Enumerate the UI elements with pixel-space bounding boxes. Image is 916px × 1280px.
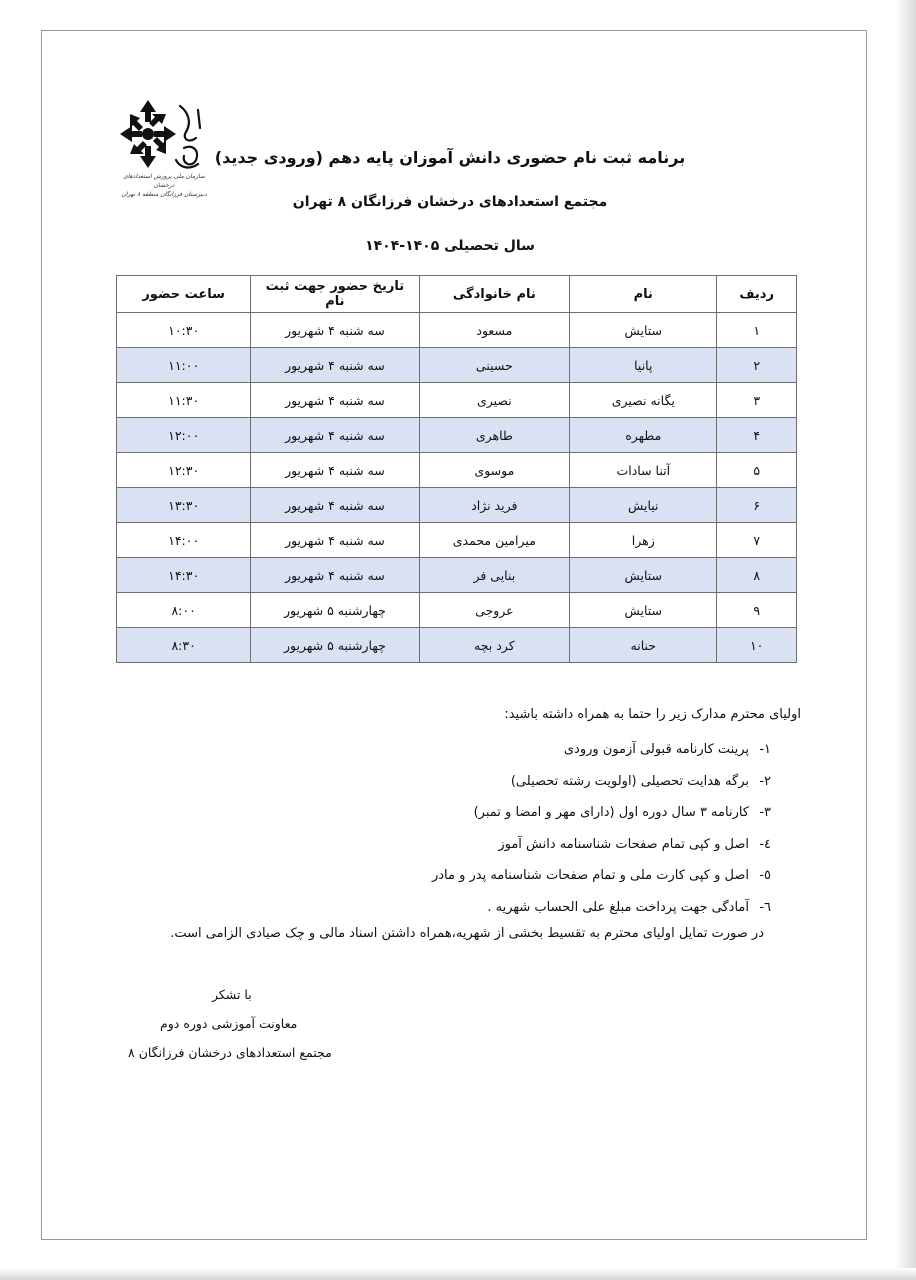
cell-date: سه شنبه ۴ شهریور (251, 488, 419, 523)
registration-table (116, 275, 797, 663)
cell-row-number: ۵ (717, 453, 797, 488)
cell-first-name: حنانه (570, 628, 717, 663)
cell-time: ۱۱:۳۰ (117, 383, 251, 418)
table-row (117, 418, 797, 453)
cell-time: ۱۴:۰۰ (117, 523, 251, 558)
requirements-intro: اولیای محترم مدارک زیر را حتما به همراه داشته باشید: (504, 707, 801, 722)
cell-last-name: حسینی (419, 348, 570, 383)
cell-last-name: کرد بچه (419, 628, 570, 663)
table-row (117, 383, 797, 418)
list-item-text: اصل و کپی کارت ملی و تمام صفحات شناسنامه پدر و مادر (431, 868, 749, 883)
list-item (151, 774, 771, 806)
table-row (117, 313, 797, 348)
cell-date: سه شنبه ۴ شهریور (251, 558, 419, 593)
cell-date: چهارشنبه ۵ شهریور (251, 593, 419, 628)
column-header: ساعت حضور (117, 276, 251, 313)
list-item-number: ۱- (759, 742, 771, 757)
table-row (117, 628, 797, 663)
cell-row-number: ۷ (717, 523, 797, 558)
list-item (151, 868, 771, 900)
cell-first-name: زهرا (570, 523, 717, 558)
column-header: نام (570, 276, 717, 313)
cell-row-number: ۸ (717, 558, 797, 593)
cell-row-number: ۳ (717, 383, 797, 418)
cell-first-name: آتنا سادات (570, 453, 717, 488)
cell-date: چهارشنبه ۵ شهریور (251, 628, 419, 663)
list-item-text: آمادگی جهت پرداخت مبلغ علی الحساب شهریه . (487, 899, 749, 915)
requirements-list (151, 742, 771, 931)
cell-last-name: میرامین محمدی (419, 523, 570, 558)
signature-title: معاونت آموزشی دوره دوم (160, 1016, 298, 1031)
cell-time: ۸:۳۰ (117, 628, 251, 663)
cell-date: سه شنبه ۴ شهریور (251, 523, 419, 558)
cell-date: سه شنبه ۴ شهریور (251, 418, 419, 453)
list-item-number: ٤- (759, 836, 771, 852)
signature-organization: مجتمع استعدادهای درخشان فرزانگان ۸ (128, 1045, 332, 1060)
school-name: مجتمع استعدادهای درخشان فرزانگان ۸ تهران (292, 194, 608, 210)
cell-row-number: ۶ (717, 488, 797, 523)
cell-row-number: ۱ (717, 313, 797, 348)
cell-date: سه شنبه ۴ شهریور (251, 383, 419, 418)
cell-last-name: مسعود (419, 313, 570, 348)
cell-date: سه شنبه ۴ شهریور (251, 348, 419, 383)
column-header: نام خانوادگی (419, 276, 570, 313)
cell-time: ۱۰:۳۰ (117, 313, 251, 348)
list-item-number: ٥- (759, 868, 771, 883)
cell-first-name: ستایش (570, 593, 717, 628)
cell-row-number: ۹ (717, 593, 797, 628)
list-item-text: اصل و کپی تمام صفحات شناسنامه دانش آموز (498, 836, 749, 852)
cell-time: ۱۲:۰۰ (117, 418, 251, 453)
list-item-number: ۳- (759, 805, 771, 820)
table-row (117, 488, 797, 523)
list-item-text: پرینت کارنامه قبولی آزمون ورودی (563, 742, 749, 757)
table-row (117, 348, 797, 383)
cell-row-number: ۱۰ (717, 628, 797, 663)
table-row (117, 453, 797, 488)
page-edge-shadow (896, 0, 916, 1280)
list-item-text: برگه هدایت تحصیلی (اولویت رشته تحصیلی) (510, 773, 749, 789)
cell-first-name: نیایش (570, 488, 717, 523)
cell-time: ۱۲:۳۰ (117, 453, 251, 488)
cell-time: ۱۴:۳۰ (117, 558, 251, 593)
list-item (151, 742, 771, 774)
cell-first-name: پانیا (570, 348, 717, 383)
cell-last-name: موسوی (419, 453, 570, 488)
installment-note: در صورت تمایل اولیای محترم به تقسیط بخشی از شهریه،همراه داشتن اسناد مالی و چک صیادی الزامی است. (170, 926, 764, 941)
table-row (117, 523, 797, 558)
cell-first-name: ستایش (570, 558, 717, 593)
cell-last-name: طاهری (419, 418, 570, 453)
list-item-text: کارنامه ۳ سال دوره اول (دارای مهر و امضا و تمبر) (473, 805, 749, 820)
cell-first-name: ستایش (570, 313, 717, 348)
table-row (117, 593, 797, 628)
logo-caption (114, 172, 214, 199)
cell-first-name: یگانه نصیری (570, 383, 717, 418)
cell-row-number: ۲ (717, 348, 797, 383)
column-header: ردیف (717, 276, 797, 313)
page-title: برنامه ثبت نام حضوری دانش آموزان پایه دهم (ورودی جدید) (214, 148, 686, 167)
list-item-number: ۲- (759, 773, 771, 789)
academic-year: سال تحصیلی ۱۴۰۵-۱۴۰۴ (365, 238, 535, 254)
list-item-number: ٦- (759, 899, 771, 915)
list-item (151, 837, 771, 869)
logo-caption-line: دبیرستان فرزانگان منطقه ۸ تهران (121, 191, 207, 198)
cell-time: ۸:۰۰ (117, 593, 251, 628)
cell-first-name: مطهره (570, 418, 717, 453)
table-header-row (117, 276, 797, 313)
table-row (117, 558, 797, 593)
cell-last-name: بنایی فر (419, 558, 570, 593)
cell-last-name: فرید نژاد (419, 488, 570, 523)
list-item (151, 805, 771, 837)
logo-caption-line: سازمان ملی پرورش استعدادهای درخشان (123, 173, 205, 189)
column-header: تاریخ حضور جهت ثبت نام (251, 276, 419, 313)
cell-date: سه شنبه ۴ شهریور (251, 313, 419, 348)
cell-date: سه شنبه ۴ شهریور (251, 453, 419, 488)
cell-time: ۱۱:۰۰ (117, 348, 251, 383)
cell-last-name: عروجی (419, 593, 570, 628)
cell-time: ۱۳:۳۰ (117, 488, 251, 523)
page-edge-shadow (0, 1268, 916, 1280)
cell-last-name: نصیری (419, 383, 570, 418)
cell-row-number: ۴ (717, 418, 797, 453)
signature-thanks: با تشکر (212, 987, 252, 1002)
